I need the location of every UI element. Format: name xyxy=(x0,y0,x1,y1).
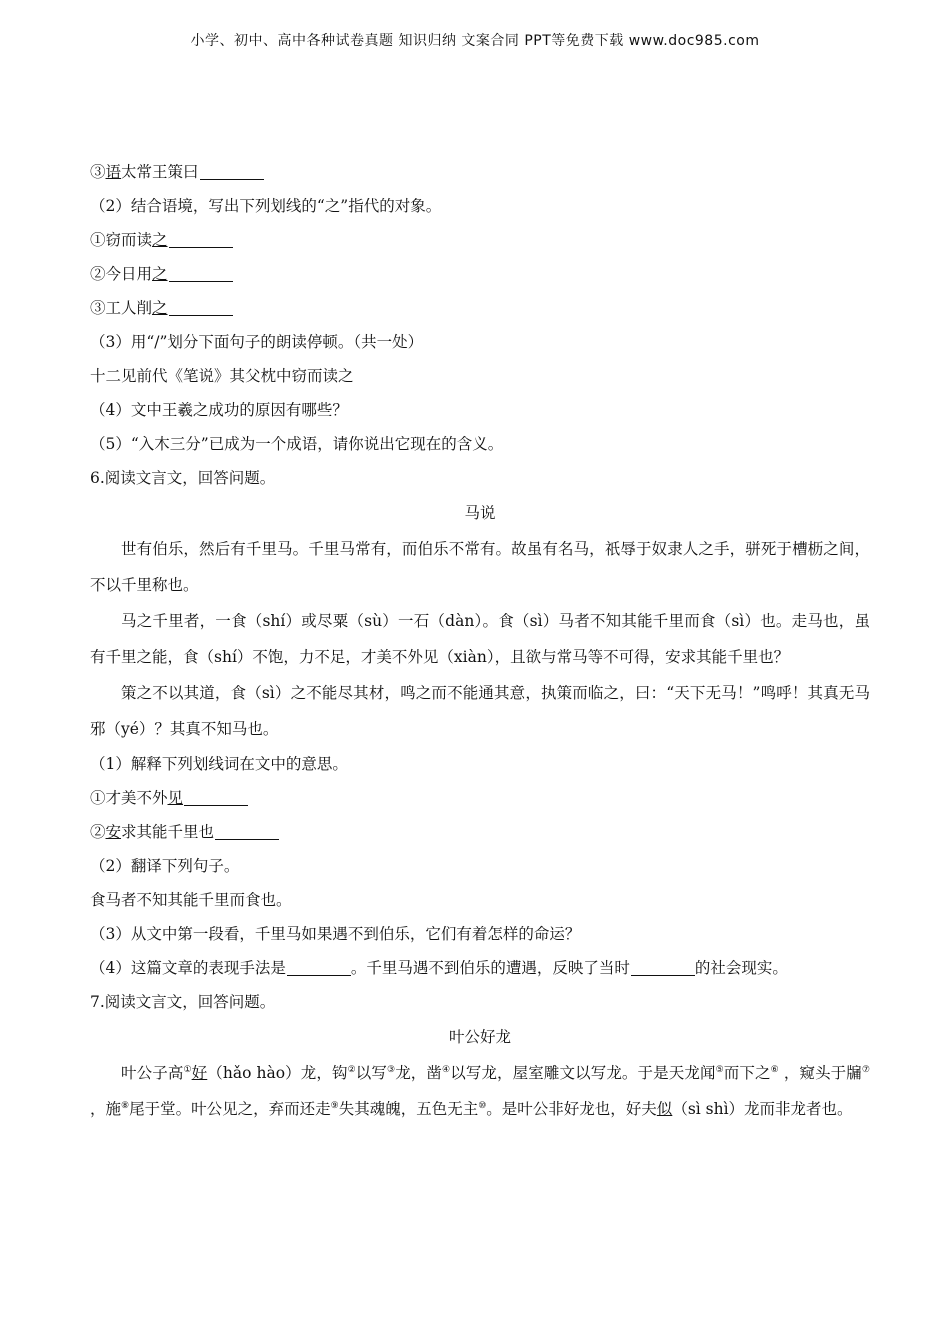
q6-part-1: （1）解释下列划线词在文中的意思。 xyxy=(90,755,348,773)
answer-blank[interactable] xyxy=(184,787,248,806)
q6-part-2: （2）翻译下列句子。 xyxy=(90,857,240,875)
footnote-mark: ⑩ xyxy=(478,1101,487,1111)
q5-item-3: ③语太常王策曰 xyxy=(90,155,870,189)
document-body xyxy=(90,155,870,1127)
q5-part2-item-1: ①窃而读之 xyxy=(90,223,870,257)
q5-part-2: （2）结合语境，写出下列划线的“之”指代的对象。 xyxy=(90,197,442,215)
q6-part1-item-1: ①才美不外见 xyxy=(90,781,870,815)
footnote-mark: ③ xyxy=(387,1065,396,1075)
answer-blank[interactable] xyxy=(169,297,233,316)
footnote-mark: ⑨ xyxy=(330,1101,339,1111)
page-header: 小学、初中、高中各种试卷真题 知识归纳 文案合同 PPT等免费下载 www.doc985.com xyxy=(190,33,760,49)
underlined-word: 好 xyxy=(191,1064,208,1082)
q7-paragraph: 叶公子高①好（hǎo hào）龙，钩②以写③龙，凿④以写龙，屋室雕文以写龙。于是天龙闻⑤而下之⑥ ，窥头于牖⑦ ，施⑧尾于堂。叶公见之，弃而还走⑨失其魂魄，五色无主⑩。是叶公非好龙也，好夫似（sì shì）龙而非龙者也。 xyxy=(90,1064,870,1118)
underlined-word: 之 xyxy=(152,231,168,249)
answer-blank[interactable] xyxy=(631,957,695,976)
underlined-word: 见 xyxy=(167,789,184,807)
footnote-mark: ⑤ xyxy=(715,1065,724,1075)
q6-paragraph-3: 策之不以其道，食（sì）之不能尽其材，鸣之而不能通其意，执策而临之，曰：“天下无马！”鸣呼！其真无马邪（yé）？其真不知马也。 xyxy=(90,684,870,738)
q6-part-4: （4）这篇文章的表现手法是 。千里马遇不到伯乐的遭遇，反映了当时 的社会现实。 xyxy=(90,959,788,977)
q6-heading: 6.阅读文言文，回答问题。 xyxy=(90,469,276,487)
answer-blank[interactable] xyxy=(169,229,233,248)
q6-part1-item-2: ②安求其能千里也 xyxy=(90,815,870,849)
footnote-mark: ② xyxy=(347,1065,356,1075)
q6-part-3: （3）从文中第一段看，千里马如果遇不到伯乐，它们有着怎样的命运？ xyxy=(90,925,581,943)
answer-blank[interactable] xyxy=(287,957,351,976)
footnote-mark: ① xyxy=(183,1065,192,1075)
q5-part2-item-3: ③工人削之 xyxy=(90,291,870,325)
q7-heading: 7.阅读文言文，回答问题。 xyxy=(90,993,276,1011)
underlined-word: 之 xyxy=(152,265,168,283)
answer-blank[interactable] xyxy=(215,821,279,840)
answer-blank[interactable] xyxy=(200,161,264,180)
q5-part-4: （4）文中王羲之成功的原因有哪些？ xyxy=(90,401,348,419)
q6-paragraph-1: 世有伯乐，然后有千里马。千里马常有，而伯乐不常有。故虽有名马，祇辱于奴隶人之手，骈死于槽枥之间，不以千里称也。 xyxy=(90,540,870,594)
footnote-mark: ⑧ xyxy=(121,1101,130,1111)
underlined-word: 之 xyxy=(152,299,168,317)
q7-title: 叶公好龙 xyxy=(448,1028,511,1046)
underlined-word: 语 xyxy=(105,163,122,181)
footnote-mark: ⑦ xyxy=(861,1065,870,1075)
q6-part2-sentence: 食马者不知其能千里而食也。 xyxy=(90,891,292,909)
footnote-mark: ⑥ xyxy=(770,1065,779,1075)
answer-blank[interactable] xyxy=(169,263,233,282)
q5-part-5: （5）“入木三分”已成为一个成语，请你说出它现在的含义。 xyxy=(90,435,504,453)
q6-paragraph-2: 马之千里者，一食（shí）或尽粟（sù）一石（dàn）。食（sì）马者不知其能千里而食（sì）也。走马也，虽有千里之能，食（shí）不饱，力不足，才美不外见（xiàn），且欲与常马等不可得，安求其能千里也？ xyxy=(90,612,870,666)
q5-part-3: （3）用“/”划分下面句子的朗读停顿。（共一处） xyxy=(90,333,424,351)
footnote-mark: ④ xyxy=(442,1065,451,1075)
q5-part2-item-2: ②今日用之 xyxy=(90,257,870,291)
underlined-word: 安 xyxy=(105,823,122,841)
q5-part3-sentence: 十二见前代《笔说》其父枕中窃而读之 xyxy=(90,367,354,385)
q6-title: 马说 xyxy=(464,504,496,522)
underlined-word: 似 xyxy=(656,1100,673,1118)
